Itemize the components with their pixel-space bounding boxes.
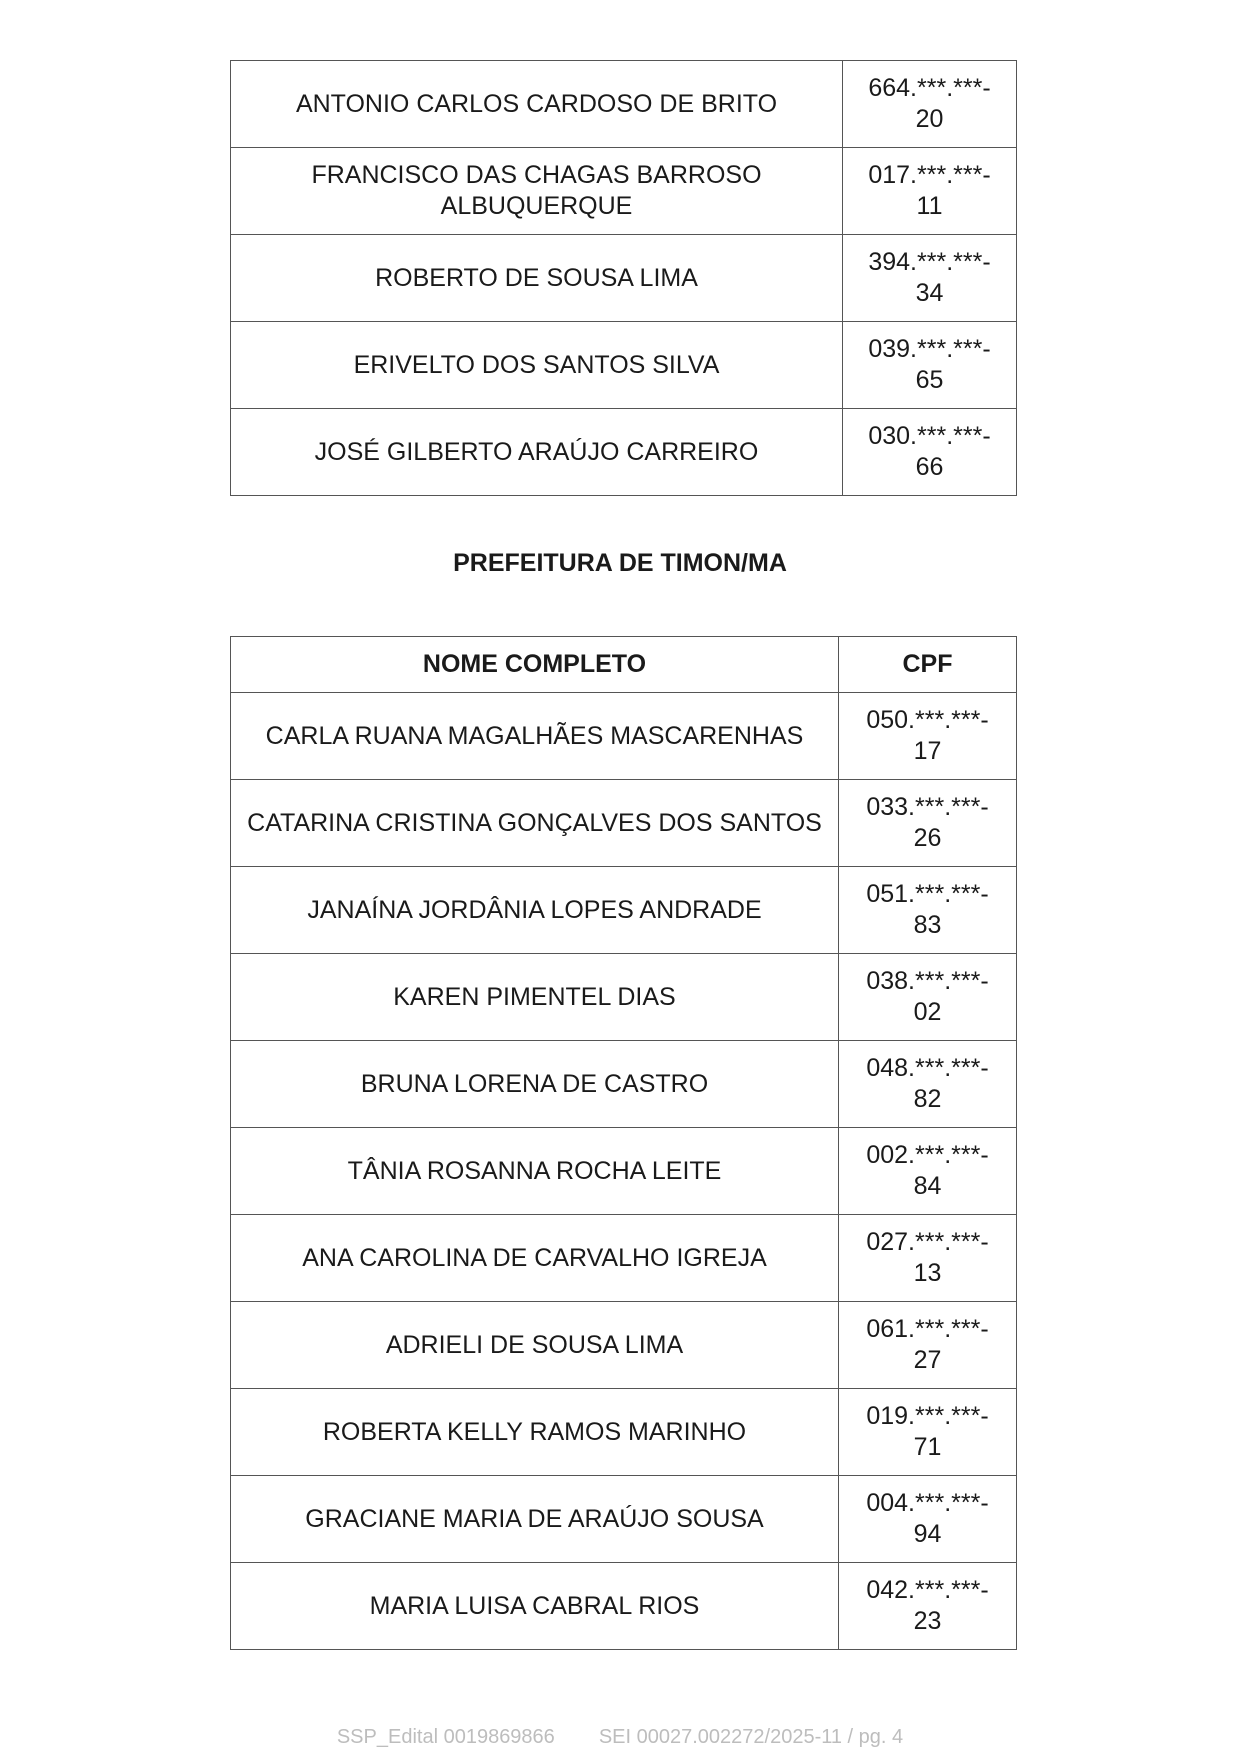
name-cell: ADRIELI DE SOUSA LIMA bbox=[231, 1302, 839, 1389]
footer-process-page: SEI 00027.002272/2025-11 / pg. 4 bbox=[598, 1726, 904, 1748]
name-cell: CATARINA CRISTINA GONÇALVES DOS SANTOS bbox=[231, 780, 839, 867]
cpf-cell: 039.***.***- 65 bbox=[843, 322, 1017, 409]
cpf-cell: 002.***.***- 84 bbox=[839, 1128, 1017, 1215]
table-row bbox=[231, 780, 1017, 867]
cpf-cell: 394.***.***- 34 bbox=[843, 235, 1017, 322]
cpf-cell: 027.***.***- 13 bbox=[839, 1215, 1017, 1302]
cpf-cell: 664.***.***- 20 bbox=[843, 61, 1017, 148]
footer-document-id: SSP_Edital 0019869866 bbox=[336, 1726, 555, 1748]
cpf-cell: 030.***.***- 66 bbox=[843, 409, 1017, 496]
name-cell: ROBERTA KELLY RAMOS MARINHO bbox=[231, 1389, 839, 1476]
name-cell: CARLA RUANA MAGALHÃES MASCARENHAS bbox=[231, 693, 839, 780]
table-row bbox=[231, 867, 1017, 954]
cpf-cell: 042.***.***- 23 bbox=[839, 1563, 1017, 1650]
table-row bbox=[231, 1302, 1017, 1389]
cpf-cell: 019.***.***- 71 bbox=[839, 1389, 1017, 1476]
name-cell: ANA CAROLINA DE CARVALHO IGREJA bbox=[231, 1215, 839, 1302]
table-row bbox=[231, 235, 1017, 322]
cpf-cell: 051.***.***- 83 bbox=[839, 867, 1017, 954]
table-row bbox=[231, 1476, 1017, 1563]
table-row bbox=[231, 322, 1017, 409]
table-row bbox=[231, 954, 1017, 1041]
table-row bbox=[231, 1215, 1017, 1302]
name-cell: GRACIANE MARIA DE ARAÚJO SOUSA bbox=[231, 1476, 839, 1563]
names-table-continued bbox=[230, 60, 1017, 496]
cpf-cell: 017.***.***- 11 bbox=[843, 148, 1017, 235]
name-cell: JANAÍNA JORDÂNIA LOPES ANDRADE bbox=[231, 867, 839, 954]
cpf-cell: 061.***.***- 27 bbox=[839, 1302, 1017, 1389]
cpf-cell: 038.***.***- 02 bbox=[839, 954, 1017, 1041]
timon-names-table bbox=[230, 636, 1017, 1650]
table-row bbox=[231, 1128, 1017, 1215]
name-cell: KAREN PIMENTEL DIAS bbox=[231, 954, 839, 1041]
table-row bbox=[231, 409, 1017, 496]
name-cell: MARIA LUISA CABRAL RIOS bbox=[231, 1563, 839, 1650]
cpf-cell: 050.***.***- 17 bbox=[839, 693, 1017, 780]
section-title: PREFEITURA DE TIMON/MA bbox=[453, 549, 787, 577]
name-cell: JOSÉ GILBERTO ARAÚJO CARREIRO bbox=[231, 409, 843, 496]
cpf-cell: 004.***.***- 94 bbox=[839, 1476, 1017, 1563]
cpf-cell: 033.***.***- 26 bbox=[839, 780, 1017, 867]
table-row bbox=[231, 1041, 1017, 1128]
cpf-cell: 048.***.***- 82 bbox=[839, 1041, 1017, 1128]
table-row bbox=[231, 1563, 1017, 1650]
table-row bbox=[231, 148, 1017, 235]
page-footer bbox=[0, 1726, 1240, 1749]
name-cell: ANTONIO CARLOS CARDOSO DE BRITO bbox=[231, 61, 843, 148]
table-header-row bbox=[231, 637, 1017, 693]
table-row bbox=[231, 1389, 1017, 1476]
column-header-name: NOME COMPLETO bbox=[231, 637, 839, 693]
name-cell: TÂNIA ROSANNA ROCHA LEITE bbox=[231, 1128, 839, 1215]
name-cell: ERIVELTO DOS SANTOS SILVA bbox=[231, 322, 843, 409]
table-row bbox=[231, 693, 1017, 780]
name-cell: ROBERTO DE SOUSA LIMA bbox=[231, 235, 843, 322]
name-cell: FRANCISCO DAS CHAGAS BARROSO ALBUQUERQUE bbox=[231, 148, 843, 235]
name-cell: BRUNA LORENA DE CASTRO bbox=[231, 1041, 839, 1128]
column-header-cpf: CPF bbox=[839, 637, 1017, 693]
table-row bbox=[231, 61, 1017, 148]
